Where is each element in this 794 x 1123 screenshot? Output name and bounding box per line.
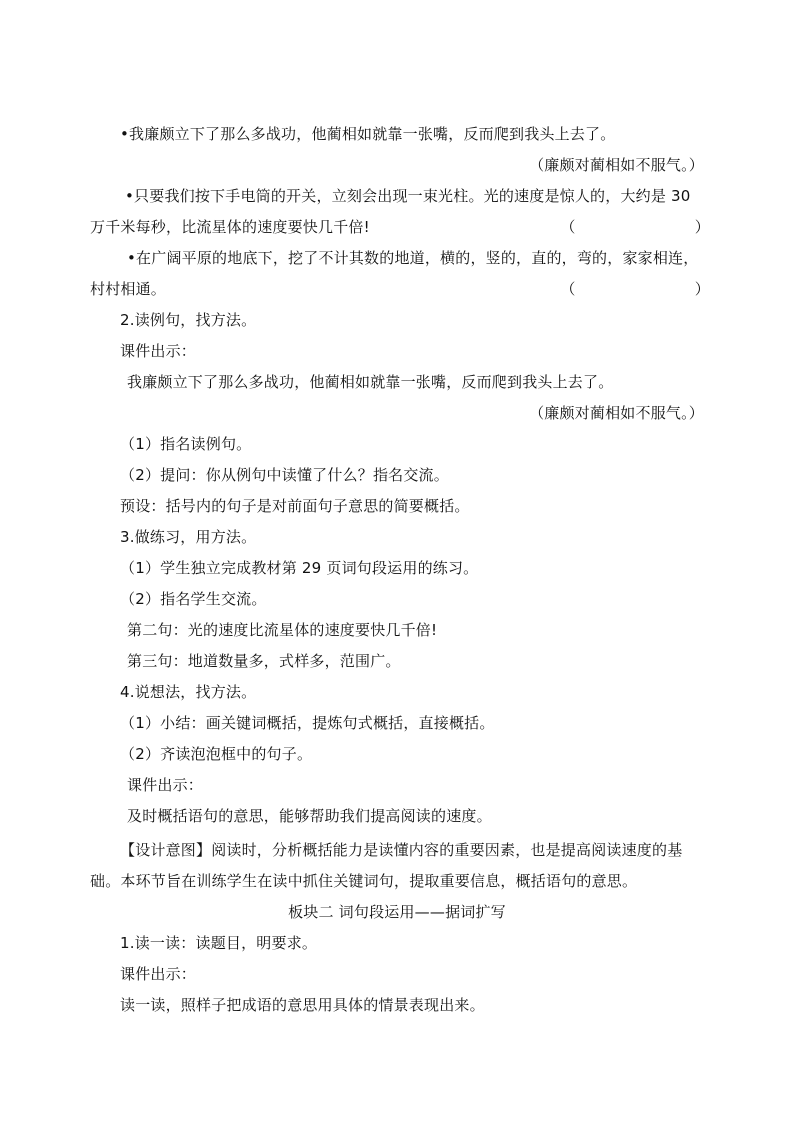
step-2-item-2: （2）提问：你从例句中读懂了什么？指名交流。 [120, 466, 449, 484]
step-3-item-1: （1）学生独立完成教材第 29 页词句段运用的练习。 [120, 559, 479, 577]
exercise-sentence-3-text: 村村相通。 [90, 280, 167, 298]
section-2-title: 板块二 词句段运用——据词扩写 [288, 903, 506, 921]
answer-blank-2: （ ） [560, 218, 710, 236]
preset-answer: 预设：括号内的句子是对前面句子意思的简要概括。 [120, 497, 470, 515]
example-sentence-1: •我廉颇立下了那么多战功，他蔺相如就靠一张嘴，反而爬到我头上去了。 [120, 125, 616, 143]
step-3-item-2: （2）指名学生交流。 [120, 590, 267, 608]
section-2-instruction: 读一读，照样子把成语的意思用具体的情景表现出来。 [120, 996, 485, 1014]
answer-blank-3: （ ） [560, 280, 710, 298]
bubble-sentence: 及时概括语句的意思，能够帮助我们提高阅读的速度。 [127, 807, 492, 825]
answer-sentence-2: 第二句：光的速度比流星体的速度要快几千倍! [127, 621, 438, 639]
section-2-step-1: 1.读一读：读题目，明要求。 [120, 934, 318, 952]
courseware-label-2: 课件出示： [127, 776, 204, 794]
courseware-label-1: 课件出示： [120, 342, 197, 360]
step-4-item-2: （2）齐读泡泡框中的句子。 [120, 745, 313, 763]
exercise-sentence-2-line1: •只要我们按下手电筒的开关，立刻会出现一束光柱。光的速度是惊人的，大约是 30 [125, 187, 691, 205]
step-3-heading: 3.做练习，用方法。 [120, 528, 257, 546]
courseware-sentence: 我廉颇立下了那么多战功，他蔺相如就靠一张嘴，反而爬到我头上去了。 [127, 373, 614, 391]
exercise-sentence-3-line2 [90, 279, 710, 299]
courseware-label-3: 课件出示： [120, 965, 197, 983]
design-intent-line1: 【设计意图】阅读时，分析概括能力是读懂内容的重要因素，也是提高阅读速度的基 [120, 841, 683, 859]
exercise-sentence-3-line1: •在广阔平原的地底下，挖了不计其数的地道，横的，竖的，直的，弯的，家家相连， [127, 249, 699, 267]
step-2-heading: 2.读例句，找方法。 [120, 311, 257, 329]
answer-sentence-3: 第三句：地道数量多，式样多，范围广。 [127, 652, 401, 670]
exercise-sentence-2-line2 [90, 217, 710, 237]
courseware-summary: （廉颇对蔺相如不服气。） [529, 404, 704, 422]
design-intent-line2: 础。本环节旨在训练学生在读中抓住关键词句，提取重要信息，概括语句的意思。 [90, 872, 638, 890]
exercise-sentence-2-text: 万千米每秒，比流星体的速度要快几千倍! [90, 218, 370, 236]
step-4-heading: 4.说想法，找方法。 [120, 683, 257, 701]
example-summary-1: （廉颇对蔺相如不服气。） [529, 156, 704, 174]
step-2-item-1: （1）指名读例句。 [120, 435, 252, 453]
step-4-item-1: （1）小结：画关键词概括，提炼句式概括，直接概括。 [120, 714, 495, 732]
